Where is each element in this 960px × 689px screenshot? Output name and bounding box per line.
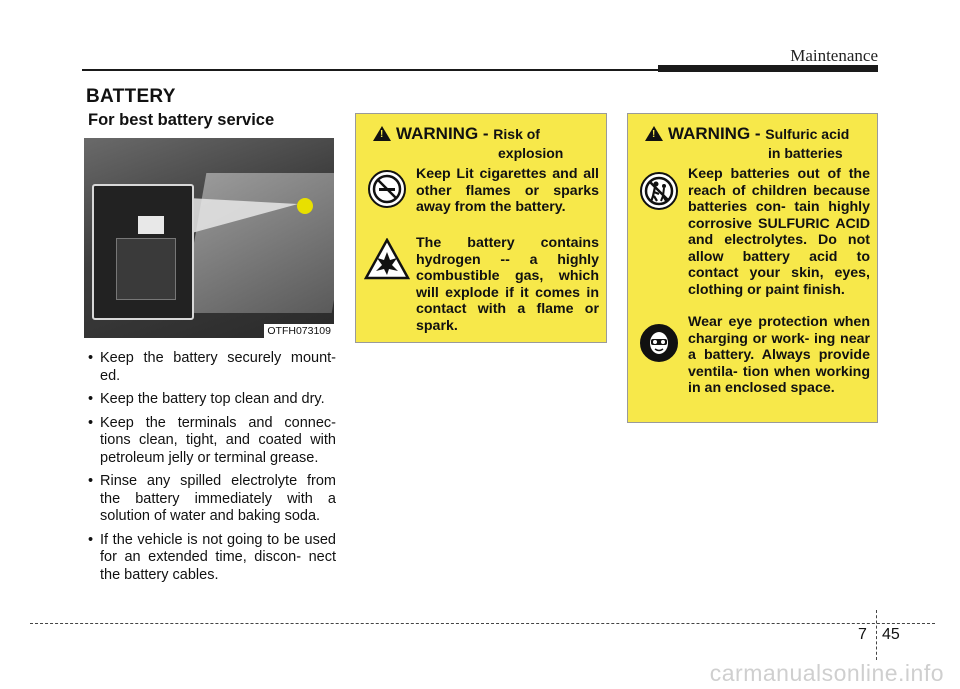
list-item: • Keep the terminals and connec- tions clean, tight, and coated with petroleum jelly or terminal grease.	[86, 415, 336, 468]
warning-title	[396, 124, 540, 144]
warning-triangle-icon	[373, 126, 391, 141]
list-item: • Keep the battery securely mount- ed.	[86, 350, 336, 385]
chapter-number: 7	[858, 626, 867, 643]
list-item: • Rinse any spilled electrolyte from the battery immediately with a solution of water and baking soda.	[86, 473, 336, 526]
list-item: • Keep the battery top clean and dry.	[86, 391, 336, 409]
warning-title	[668, 124, 849, 144]
header-rule-thin	[82, 69, 662, 71]
photo-location-mark	[297, 198, 313, 214]
footer-divider	[30, 623, 935, 624]
warning-label: WARNING -	[396, 124, 494, 143]
warning-box-explosion	[355, 113, 607, 343]
eye-protection-icon	[640, 324, 678, 362]
section-label: Maintenance	[790, 46, 878, 65]
battery-photo	[84, 138, 334, 338]
warning-subtitle-line1: Sulfuric acid	[765, 126, 850, 142]
list-item: • If the vehicle is not going to be used for an extended time, discon- nect the battery cables.	[86, 532, 336, 585]
page-number-divider	[876, 610, 877, 660]
battery-tips-list	[86, 350, 336, 590]
photo-tray	[182, 173, 334, 313]
header-rule-thick	[658, 65, 878, 72]
warning-subtitle-line1: Risk of	[493, 126, 540, 142]
warning-paragraph-2: Wear eye protection when charging or work- ing near a battery. Always provide ventila- tion when working in an enclosed space.	[688, 314, 870, 396]
photo-battery	[116, 238, 176, 300]
photo-terminal	[138, 216, 164, 234]
watermark: carmanualsonline.info	[709, 660, 944, 686]
warning-triangle-icon	[645, 126, 663, 141]
image-code: OTFH073109	[264, 324, 334, 338]
page-number: 45	[882, 626, 900, 643]
no-smoking-icon	[368, 170, 406, 208]
keep-away-from-children-icon	[640, 172, 678, 210]
warning-subtitle-line2: explosion	[498, 145, 564, 161]
warning-paragraph-1: Keep batteries out of the reach of children because batteries con- tain highly corrosive SULFURIC ACID and electrolytes. Do not allow battery acid to contact your skin, eyes, clothing or paint finish.	[688, 166, 870, 298]
warning-label: WARNING -	[668, 124, 766, 143]
explosion-warning-icon	[364, 238, 410, 280]
warning-subtitle-line2: in batteries	[768, 145, 843, 161]
warning-paragraph-2: The battery contains hydrogen -- a highly combustible gas, which will explode if it comes in contact with a flame or spark.	[416, 235, 599, 334]
photo-inset	[92, 184, 194, 320]
warning-paragraph-1: Keep Lit cigarettes and all other flames or sparks away from the battery.	[416, 166, 599, 215]
photo-callout-beam	[188, 198, 298, 234]
page-heading: BATTERY	[86, 86, 176, 107]
warning-box-sulfuric-acid	[627, 113, 878, 423]
subheading: For best battery service	[88, 111, 275, 129]
